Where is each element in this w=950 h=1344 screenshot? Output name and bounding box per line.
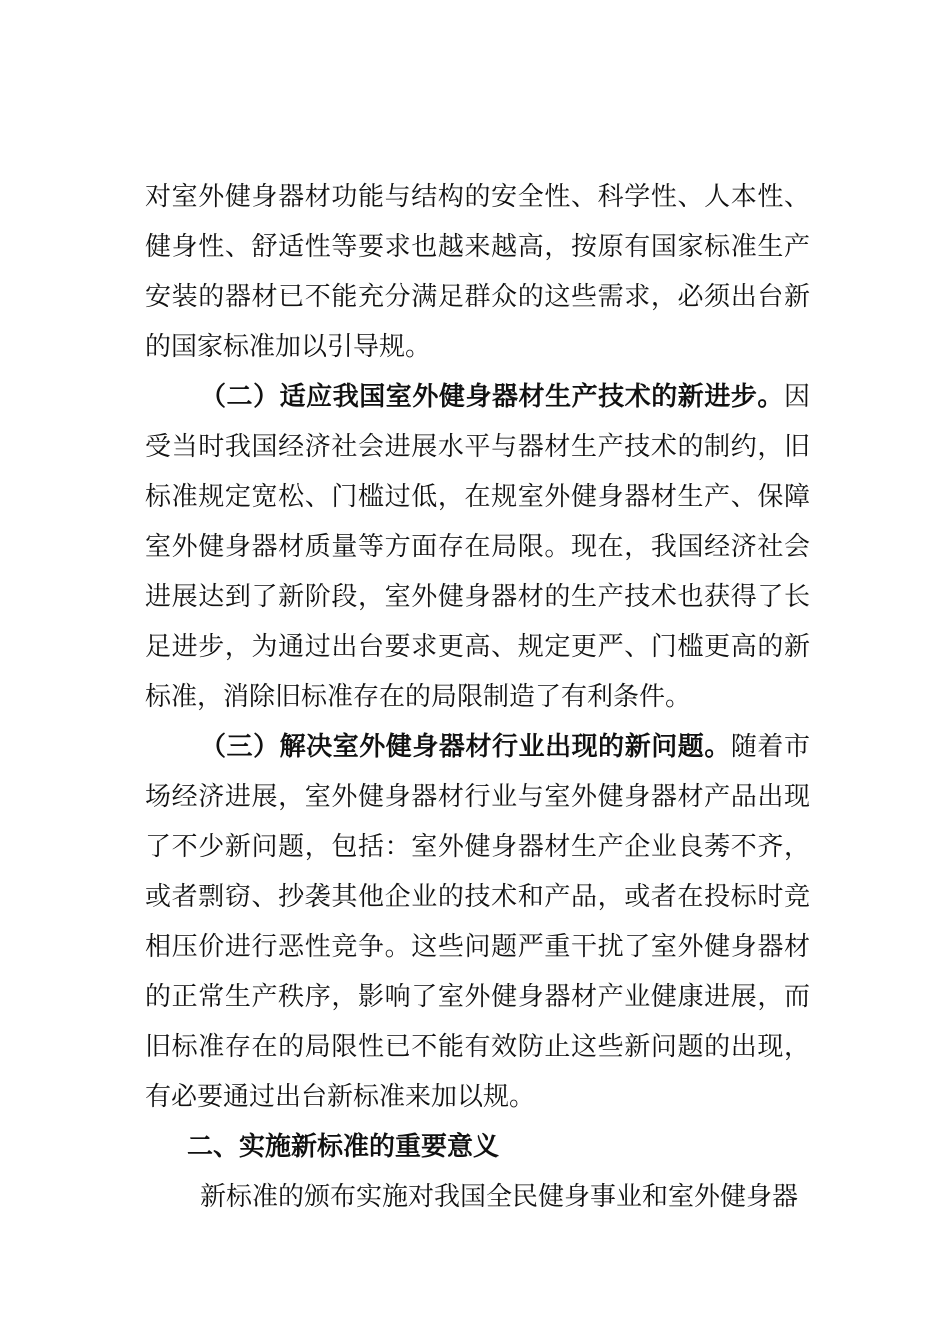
paragraph-line: 了不少新问题，包括：室外健身器材生产企业良莠不齐， <box>145 832 810 862</box>
paragraph-line: 进展达到了新阶段，室外健身器材的生产技术也获得了长 <box>145 582 810 612</box>
paragraph-line: 室外健身器材质量等方面存在局限。现在，我国经济社会 <box>145 532 810 562</box>
paragraph-first-line <box>200 380 810 414</box>
paragraph-line: 受当时我国经济社会进展水平与器材生产技术的制约，旧 <box>145 432 810 462</box>
paragraph-text: 随着市 <box>730 732 810 762</box>
paragraph-line: 相压价进行恶性竞争。这些问题严重干扰了室外健身器材 <box>145 932 810 962</box>
paragraph-line: 的正常生产秩序，影响了室外健身器材产业健康进展，而 <box>145 982 810 1012</box>
paragraph-line: 或者剽窃、抄袭其他企业的技术和产品，或者在投标时竞 <box>145 882 810 912</box>
section-heading: 二、实施新标准的重要意义 <box>187 1132 500 1162</box>
paragraph-line: 旧标准存在的局限性已不能有效防止这些新问题的出现， <box>145 1032 810 1062</box>
paragraph-first-line <box>200 730 810 764</box>
paragraph-line: 标准规定宽松、门槛过低，在规室外健身器材生产、保障 <box>145 482 810 512</box>
paragraph-line: 足进步，为通过出台要求更高、规定更严、门槛更高的新 <box>145 632 810 662</box>
paragraph-line: 对室外健身器材功能与结构的安全性、科学性、人本性、 <box>145 182 810 212</box>
paragraph-line: 标准，消除旧标准存在的局限制造了有利条件。 <box>145 682 692 712</box>
paragraph-line: 健身性、舒适性等要求也越来越高，按原有国家标准生产 <box>145 232 810 262</box>
paragraph-line: 场经济进展，室外健身器材行业与室外健身器材产品出现 <box>145 782 810 812</box>
paragraph-line: 安装的器材已不能充分满足群众的这些需求，必须出台新 <box>145 282 810 312</box>
paragraph-line: 有必要通过出台新标准来加以规。 <box>145 1082 536 1112</box>
subsection-heading: （二）适应我国室外健身器材生产技术的新进步。 <box>200 382 784 412</box>
subsection-heading: （三）解决室外健身器材行业出现的新问题。 <box>200 732 731 762</box>
paragraph-first-line: 新标准的颁布实施对我国全民健身事业和室外健身器 <box>200 1182 799 1212</box>
paragraph-text: 因 <box>783 382 810 412</box>
paragraph-line: 的国家标准加以引导规。 <box>145 332 432 362</box>
